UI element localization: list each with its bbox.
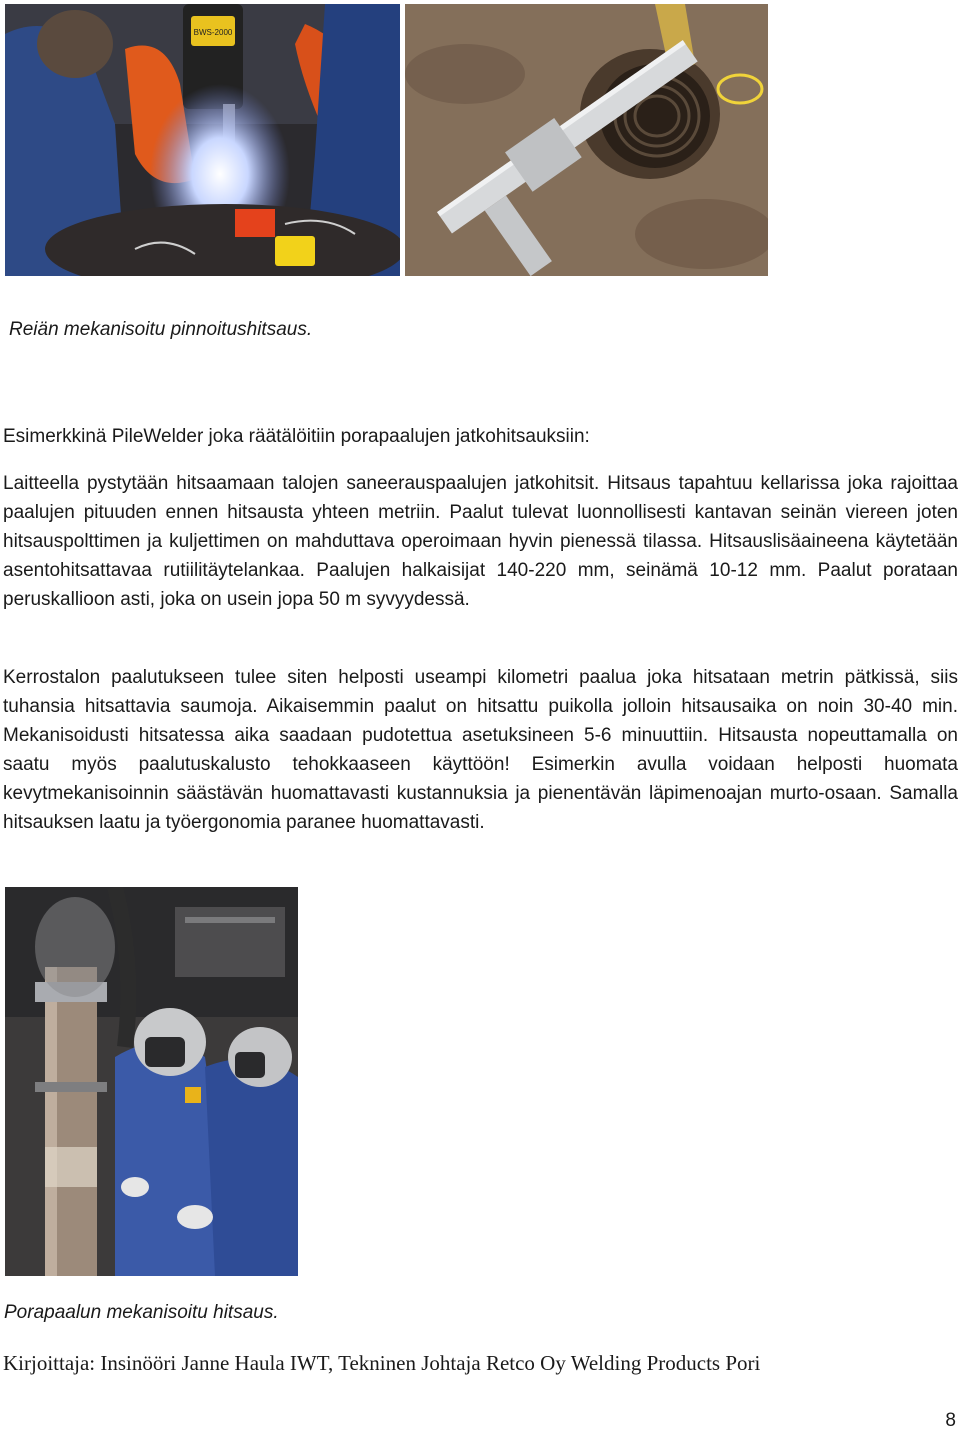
author-line: Kirjoittaja: Insinööri Janne Haula IWT, Tekninen Johtaja Retco Oy Welding Products Pori [3, 1351, 761, 1375]
paragraph-2: Kerrostalon paalutukseen tulee siten helposti useampi kilometri paalua joka hitsataan metrin pätkissä, siis tuhansia hitsattavia saumoja. Aikaisemmin paalut on hitsattu puikolla jolloin hitsausaika on noin 30-40 min. Mekanisoidusti hitsatessa aika saadaan pudotettua asetuksineen 5-6 minuuttiin. Hitsausta nopeuttamalla on saatu myös paalutuskalusto tehokkaaseen käyttöön! Esimerkin avulla voidaan helposti huomata kevytmekanisoinnin säästävän huomattavasti kustannuksia ja pienentävän läpimenoajan murto-osaan. Samalla hitsauksen laatu ja työergonomia paranee huomattavasti. [3, 667, 958, 833]
device-label: BWS-2000 [193, 28, 233, 37]
intro-text: Esimerkkinä PileWelder joka räätälöitiin porapaalujen jatkohitsauksiin: [3, 426, 590, 447]
page-number: 8 [945, 1410, 956, 1431]
caliper-photo [405, 4, 768, 276]
welding-photo [5, 4, 400, 276]
paragraph-1: Laitteella pystytään hitsaamaan talojen saneerauspaalujen jatkohitsit. Hitsaus tapahtuu kellarissa joka rajoittaa paalujen pituuden ennen hitsausta yhteen metriin. Paalut tulevat luonnollisesti kantavan seinän viereen joten hitsauspolttimen ja kuljettimen on mahduttava operoimaan hyvin pienessä tilassa. Hitsauslisäaineena käytetään asentohitsattavaa rutiilitäytelankaa. Paalujen halkaisijat 140-220 mm, seinämä 10-12 mm. Paalut porataan peruskallioon asti, joka on usein jopa 50 m syvyydessä. [3, 473, 958, 610]
caption-bottom: Porapaalun mekanisoitu hitsaus. [4, 1302, 279, 1323]
caption-top: Reiän mekanisoitu pinnoitushitsaus. [9, 319, 313, 340]
pile-welding-photo [5, 887, 298, 1276]
